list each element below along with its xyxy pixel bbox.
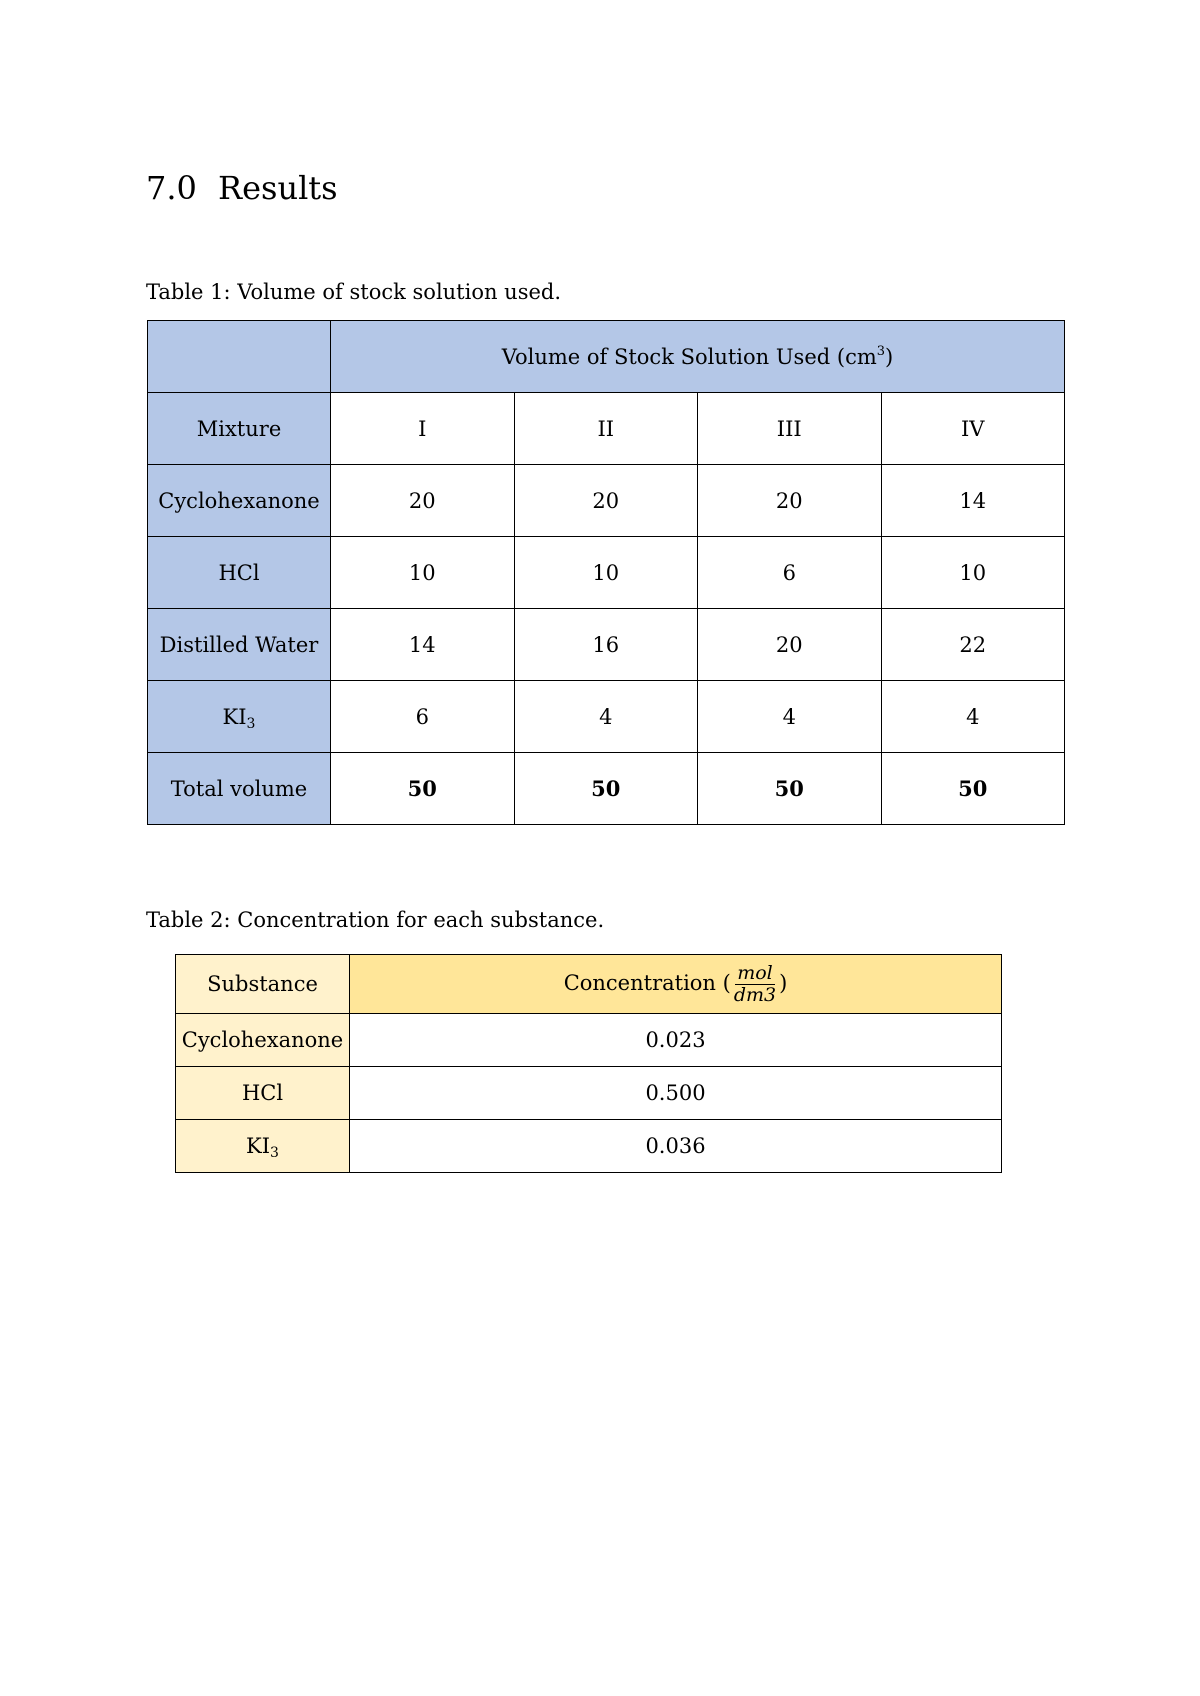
table-row bbox=[176, 1014, 1002, 1067]
table-cell: 20 bbox=[698, 465, 882, 537]
table-cell: 0.036 bbox=[350, 1120, 1002, 1173]
concentration-table bbox=[175, 954, 1002, 1173]
row-label: $KI_3$ bbox=[176, 1120, 350, 1173]
table-cell: 50 bbox=[881, 753, 1065, 825]
row-label: Mixture bbox=[148, 393, 331, 465]
table-row bbox=[148, 393, 1065, 465]
table-cell: I bbox=[331, 393, 515, 465]
table-cell: III bbox=[698, 393, 882, 465]
table-cell: 6 bbox=[698, 537, 882, 609]
table-cell: 10 bbox=[331, 537, 515, 609]
concentration-header: Concentration ( $\frac{\text{mol}}{dm3}$ ) bbox=[350, 955, 1002, 1014]
row-label: HCl bbox=[176, 1067, 350, 1120]
table-row bbox=[176, 1120, 1002, 1173]
section-number: 7.0 bbox=[146, 169, 197, 207]
row-label: Cyclohexanone bbox=[176, 1014, 350, 1067]
table-cell: 4 bbox=[698, 681, 882, 753]
table-row bbox=[176, 955, 1002, 1014]
table-row bbox=[176, 1067, 1002, 1120]
table-cell: 0.023 bbox=[350, 1014, 1002, 1067]
table-row bbox=[148, 321, 1065, 393]
row-label: Cyclohexanone bbox=[148, 465, 331, 537]
table-cell: 4 bbox=[514, 681, 698, 753]
table-cell: II bbox=[514, 393, 698, 465]
row-label: $KI_3$ bbox=[148, 681, 331, 753]
section-heading bbox=[146, 168, 338, 208]
table-cell: 14 bbox=[881, 465, 1065, 537]
table-cell: 20 bbox=[698, 609, 882, 681]
table-cell: 20 bbox=[331, 465, 515, 537]
row-label: Total volume bbox=[148, 753, 331, 825]
row-label: Distilled Water bbox=[148, 609, 331, 681]
volume-header-cell: Volume of Stock Solution Used $(cm^3)$ bbox=[331, 321, 1065, 393]
table-cell: 20 bbox=[514, 465, 698, 537]
table1-caption: Table 1: Volume of stock solution used. bbox=[146, 280, 562, 304]
table-cell: 10 bbox=[514, 537, 698, 609]
table-cell: 10 bbox=[881, 537, 1065, 609]
table-cell: 16 bbox=[514, 609, 698, 681]
table-cell: 6 bbox=[331, 681, 515, 753]
table-cell: 50 bbox=[331, 753, 515, 825]
volume-table bbox=[147, 320, 1065, 825]
table-cell: IV bbox=[881, 393, 1065, 465]
table-cell: 50 bbox=[698, 753, 882, 825]
table-row bbox=[148, 753, 1065, 825]
unit-fraction: $\frac{\text{mol}}{dm3}$ bbox=[733, 961, 777, 1006]
table2-caption: Table 2: Concentration for each substance. bbox=[146, 908, 605, 932]
table-cell: 0.500 bbox=[350, 1067, 1002, 1120]
table-cell: 50 bbox=[514, 753, 698, 825]
table-row bbox=[148, 609, 1065, 681]
table-cell: 14 bbox=[331, 609, 515, 681]
row-label: HCl bbox=[148, 537, 331, 609]
section-title: Results bbox=[218, 169, 338, 207]
table-cell: 22 bbox=[881, 609, 1065, 681]
table-row bbox=[148, 465, 1065, 537]
table-row bbox=[148, 537, 1065, 609]
table-corner-cell bbox=[148, 321, 331, 393]
substance-header: Substance bbox=[176, 955, 350, 1014]
table-row bbox=[148, 681, 1065, 753]
table-cell: 4 bbox=[881, 681, 1065, 753]
